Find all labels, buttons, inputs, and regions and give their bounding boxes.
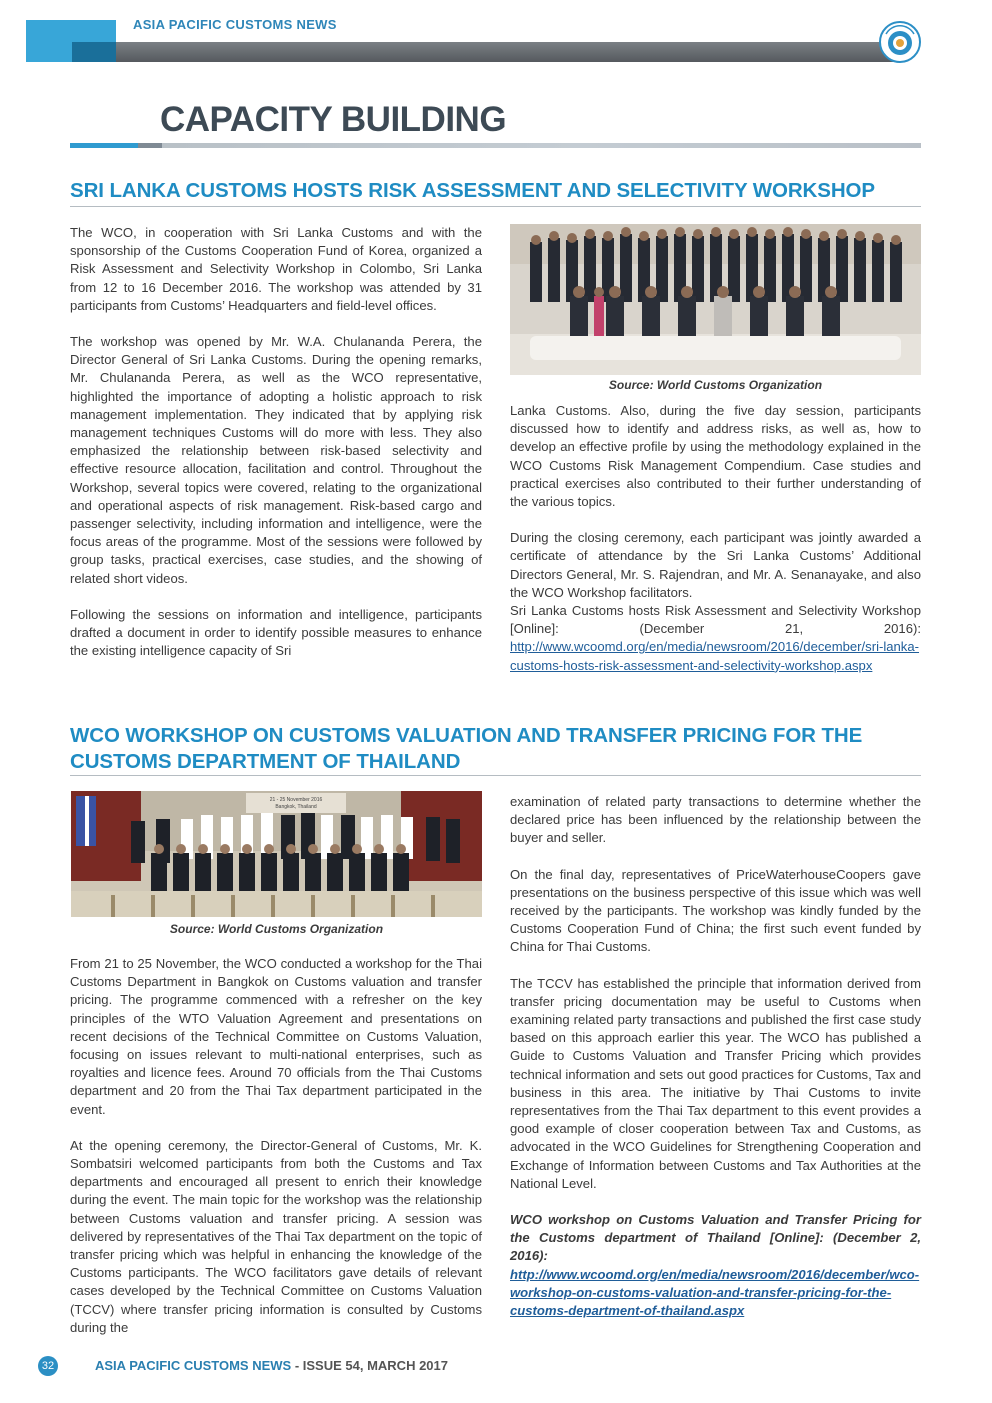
article1-reference-text: Sri Lanka Customs hosts Risk Assessment and Selectivity Workshop [Online]: (December 21, 2016):: [510, 603, 921, 637]
article1-paragraph: During the closing ceremony, each participant was jointly awarded a certificate of attendance by the Sri Lanka Customs’ Additional Directors General, Mr. S. Rajendran, and Mr. A. Senanayake, and also the WCO Workshop facilitators.: [510, 530, 921, 600]
photo-banner-line2: Bangkok, Thailand: [275, 804, 317, 810]
article1-paragraph: The workshop was opened by Mr. W.A. Chulananda Perera, the Director General of Sri Lanka Customs. During the opening remarks, Mr. Chulananda Perera, as well as the WCO representative, highlighted the importance of adopting a holistic approach to risk management implementation. They indicated that by applying risk management techniques Customs will do more with less. They also emphasized the relationship between risk-based selectivity and effective resource allocation, facilitation and control. Throughout the Workshop, several topics were covered, relating to the organizational and operational aspects of risk management. Risk-based cargo and passenger selectivity, including information and intelligence, were the focus areas of the programme. Most of the sessions were followed by group tasks, practical exercises, case studies, and the showing of related short videos.: [70, 334, 482, 586]
article1-paragraph: Following the sessions on information and intelligence, participants drafted a document in order to identify possible measures to enhance the existing intelligence capacity of Sri: [70, 606, 482, 659]
article1-title-rule: [70, 206, 921, 207]
article2-paragraph: From 21 to 25 November, the WCO conducted a workshop for the Thai Customs Department in Bangkok on Customs valuation and transfer pricing. The programme commenced with a refresher on the key principles of the WTO Valuation Agreement and presentations on recent decisions of the Technical Committee on Customs Valuation, focusing on issues relevant to multi-national enterprises, such as royalties and licence fees. Around 70 officials from the Thai Customs department and 20 from the Thai Tax department participated in the event.: [70, 956, 482, 1117]
article1-right-column: [510, 402, 921, 675]
header-bar: [116, 42, 898, 62]
footer-issue: - ISSUE 54, MARCH 2017: [291, 1358, 448, 1373]
article2-paragraph: examination of related party transactions to determine whether the declared price has been influenced by the relationship between the buyer and seller.: [510, 794, 921, 846]
page-number-badge: 32: [38, 1356, 58, 1376]
photo-banner-line1: 21 - 25 November 2016: [269, 797, 323, 803]
asia-pacific-logo-icon: [878, 20, 922, 64]
article2-title-line2: CUSTOMS DEPARTMENT OF THAILAND: [70, 750, 461, 773]
header-accent-block-dark: [72, 42, 116, 62]
article2-title: [70, 723, 930, 775]
article2-right-column: [510, 793, 921, 1320]
article1-left-column: [70, 224, 482, 660]
article2-reference-link[interactable]: http://www.wcoomd.org/en/media/newsroom/2016/december/wco-workshop-on-customs-valuation-and-transfer-pricing-for-the-customs-department-of-thailand.aspx: [510, 1266, 920, 1319]
article2-reference: [510, 1211, 921, 1320]
header-publication-title: ASIA PACIFIC CUSTOMS NEWS: [133, 17, 337, 32]
footer-publication: [95, 1358, 448, 1373]
article2-paragraph: The TCCV has established the principle that information derived from transfer pricing documentation may be useful to Customs when examining related party transactions and published the first case study based on this approach earlier this year. The WCO has published a Guide to Customs Valuation and Transfer Pricing which provides technical information and sets out good practices for Customs, Tax and business in this area. The initiative by Thai Customs to invite representatives from the Thai Tax department to this event provides a good example of closer cooperation between Tax and Customs, as advocated in the WCO Guidelines for Strengthening Cooperation and Exchange of Information between Customs and Tax Authorities at the National Level.: [510, 975, 921, 1191]
article1-reference-link[interactable]: http://www.wcoomd.org/en/media/newsroom/2016/december/sri-lanka-customs-hosts-risk-assessment-and-selectivity-workshop.aspx: [510, 639, 920, 673]
article2-group-photo: [71, 791, 482, 917]
article2-reference-text: WCO workshop on Customs Valuation and Transfer Pricing for the Customs department of Thailand [Online]: (December 2, 2016):: [510, 1212, 921, 1264]
article2-paragraph: At the opening ceremony, the Director-General of Customs, Mr. K. Sombatsiri welcomed participants from both the Customs and Tax departments and encouraged all present to enrich their knowledge during the event. The main topic for the workshop was the relationship between Customs valuation and transfer pricing. A session was delivered by representatives of the Thai Tax department on the topic of transfer pricing which was helpful in enhancing the knowledge of the Customs participants. The WCO facilitators gave details of relevant cases developed by the Technical Committee on Customs Valuation (TCCV) where transfer pricing information is consulted by Customs during the: [70, 1137, 482, 1335]
article1-group-photo: [510, 224, 921, 375]
article2-photo-caption: Source: World Customs Organization: [169, 922, 384, 936]
article2-title-line1: WCO WORKSHOP ON CUSTOMS VALUATION AND TRANSFER PRICING FOR THE: [70, 724, 863, 747]
section-title: CAPACITY BUILDING: [160, 100, 507, 139]
footer-publication-name: ASIA PACIFIC CUSTOMS NEWS: [95, 1358, 292, 1373]
article1-paragraph: The WCO, in cooperation with Sri Lanka Customs and with the sponsorship of the Customs Cooperation Fund of Korea, organized a Risk Assessment and Selectivity Workshop in Colombo, Sri Lanka from 12 to 16 December 2016. The workshop was attended by 31 participants from Customs’ Headquarters and field-level offices.: [70, 225, 482, 313]
article2-title-rule: [70, 775, 921, 776]
article1-paragraph: Lanka Customs. Also, during the five day session, participants discussed how to identify and address risks, as well as, how to develop an effective profile by using the methodology explained in the WCO Customs Risk Management Compendium. Case studies and practical exercises also contributed to their further understanding of the various topics.: [510, 403, 921, 510]
article1-title: SRI LANKA CUSTOMS HOSTS RISK ASSESSMENT AND SELECTIVITY WORKSHOP: [70, 179, 875, 202]
article2-paragraph: On the final day, representatives of PriceWaterhouseCoopers gave presentations on the business perspective of this issue which was well received by the participants. The workshop was kindly funded by the Customs Cooperation Fund of China; the first such event funded by China for Thai Customs.: [510, 866, 921, 955]
section-rule: [70, 143, 921, 148]
article2-left-column: [70, 955, 482, 1337]
section-rule-accent: [138, 143, 162, 148]
article1-reference: [510, 602, 921, 675]
article1-photo-caption: Source: World Customs Organization: [608, 378, 823, 392]
